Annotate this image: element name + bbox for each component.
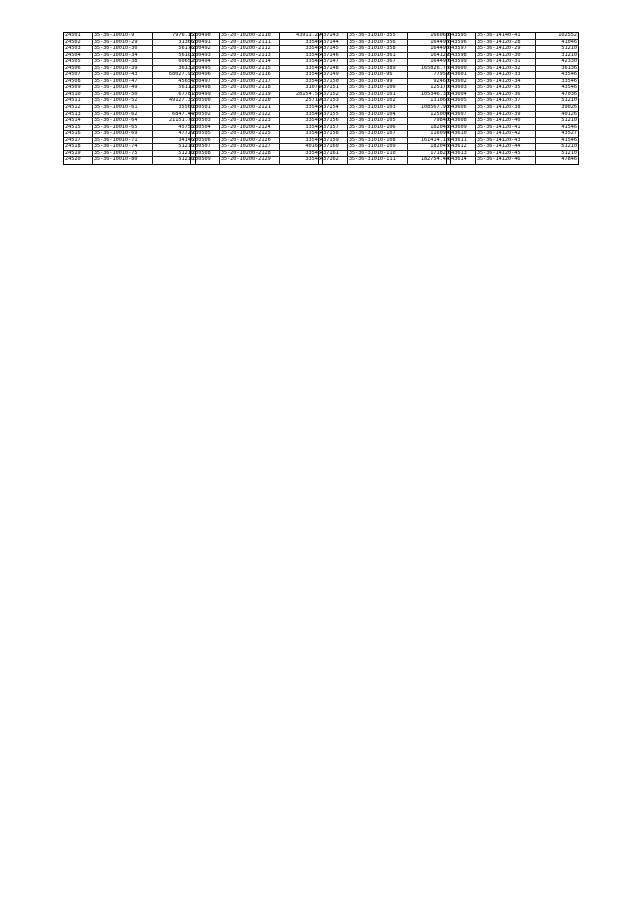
amount-cell: 31071	[305, 85, 321, 91]
row-id-cell: 643597	[447, 46, 476, 52]
amount-cell: 182754.44	[420, 157, 449, 163]
amount-cell: 33545	[305, 118, 321, 124]
amount-cell: 116094	[430, 131, 449, 137]
amount-cell: 164496	[430, 46, 449, 52]
amount-cell: 45758	[178, 124, 194, 130]
code-cell: 35-36-10010-39	[93, 66, 153, 72]
row-id-cell: 643604	[447, 92, 476, 98]
code-cell: 35-20-10200-2129	[220, 157, 280, 164]
code-cell: 35-36-14120-45	[476, 151, 536, 157]
code-cell: 35-36-31010-110	[348, 151, 408, 157]
amount-cell: 51210	[561, 144, 577, 150]
row-id-cell: 230496	[191, 72, 220, 78]
amount-cell: 7976.15	[172, 33, 194, 38]
amount-cell: 171820	[430, 150, 449, 156]
code-cell: 35-20-10200-2128	[220, 151, 280, 157]
amount-cell: 42330	[561, 59, 577, 65]
code-cell: 35-36-14120-31	[476, 59, 536, 65]
amount-cell: 33545	[305, 111, 321, 117]
code-cell: 35-36-10010-74	[93, 144, 153, 150]
code-cell: 35-20-10200-2121	[220, 105, 280, 111]
code-cell: 35-20-10200-2114	[220, 59, 280, 65]
code-cell: 35-20-10200-2127	[220, 144, 280, 150]
code-cell: 35-36-31010-355	[348, 33, 408, 39]
amount-cell: 182046	[430, 144, 449, 150]
code-cell: 35-36-14120-44	[476, 144, 536, 150]
amount-cell: 21151.78	[168, 118, 194, 124]
amount-cell: 36136	[561, 65, 577, 71]
row-id-cell: 230498	[191, 85, 220, 91]
code-cell: 35-36-10010-69	[93, 131, 153, 137]
amount-cell: 40126	[561, 111, 577, 117]
code-cell: 35-36-31010-99	[348, 79, 408, 85]
code-cell: 35-36-10010-47	[93, 79, 153, 85]
code-cell: 35-36-31010-108	[348, 138, 408, 144]
row-id-cell: 643606	[447, 105, 476, 111]
row-id-cell: 437155	[319, 112, 348, 118]
code-cell: 35-36-14120-33	[476, 72, 536, 78]
amount-cell: 33545	[305, 65, 321, 71]
amount-cell: 182046	[430, 124, 449, 130]
code-cell: 35-20-10200-2113	[220, 53, 280, 59]
amount-cell: 51210	[561, 118, 577, 124]
row-id-cell: 643613	[447, 151, 476, 157]
row-id-cell: 643612	[447, 144, 476, 150]
row-id-cell: 24501	[64, 33, 93, 39]
amount-cell: 47846	[561, 157, 577, 163]
row-id-cell: 643611	[447, 138, 476, 144]
row-id-cell: 24507	[64, 72, 93, 78]
amount-cell: 92460	[433, 78, 449, 84]
code-cell: 35-36-10010-30	[93, 46, 153, 52]
code-cell: 35-36-10010-9	[93, 33, 153, 39]
row-id-cell: 230495	[191, 66, 220, 72]
code-cell: 35-36-10010-50	[93, 92, 153, 98]
row-id-cell: 24510	[64, 92, 93, 98]
table-row	[64, 157, 195, 164]
code-cell: 35-20-10200-2120	[220, 98, 280, 104]
amount-cell: 108567.98	[420, 105, 449, 111]
code-cell: 35-36-10010-29	[93, 40, 153, 46]
row-id-cell: 230505	[191, 131, 220, 137]
code-cell: 35-36-14120-34	[476, 79, 536, 85]
code-cell: 35-20-10200-2115	[220, 66, 280, 72]
code-cell: 35-36-31010-358	[348, 46, 408, 52]
amount-cell: 161414.16	[420, 137, 449, 143]
table-row	[191, 157, 322, 164]
code-cell: 35-36-10010-34	[93, 53, 153, 59]
code-cell: 35-36-31010-106	[348, 125, 408, 131]
row-id-cell: 437152	[319, 92, 348, 98]
code-cell: 35-36-10010-52	[93, 98, 153, 104]
code-cell: 35-36-31010-102	[348, 98, 408, 104]
row-id-cell: 24516	[64, 131, 93, 137]
amount-cell: 40163	[305, 144, 321, 150]
row-id-cell: 230506	[191, 138, 220, 144]
row-id-cell: 643595	[447, 33, 476, 39]
row-id-cell: 437150	[319, 79, 348, 85]
row-id-cell: 437157	[319, 125, 348, 131]
amount-cell: 56176	[178, 46, 194, 52]
code-cell: 35-20-10200-2111	[220, 40, 280, 46]
row-id-cell: 437146	[319, 53, 348, 59]
amount-cell: 77959	[433, 72, 449, 78]
amount-cell: 41046	[561, 39, 577, 45]
amount-cell: 33545	[305, 46, 321, 52]
code-cell: 35-36-14120-37	[476, 98, 536, 104]
amount-cell: 41546	[561, 124, 577, 130]
code-cell: 35-36-31010-356	[348, 40, 408, 46]
code-cell: 35-20-10200-2119	[220, 92, 280, 98]
code-cell: 35-36-14120-40	[476, 118, 536, 124]
code-cell: 35-36-14120-43	[476, 138, 536, 144]
row-id-cell: 437147	[319, 59, 348, 65]
amount-cell: 166068	[430, 33, 449, 38]
code-cell: 35-36-31010-96	[348, 72, 408, 78]
table-column-3	[318, 32, 451, 165]
row-id-cell: 437154	[319, 105, 348, 111]
row-id-cell: 24503	[64, 46, 93, 52]
amount-cell: 33545	[305, 124, 321, 130]
row-id-cell: 643610	[447, 131, 476, 137]
amount-cell: 164490	[430, 59, 449, 65]
amount-cell: 43546	[561, 85, 577, 91]
code-cell: 35-20-10200-2125	[220, 131, 280, 137]
row-id-cell: 24511	[64, 98, 93, 104]
amount-cell: 33545	[305, 59, 321, 65]
code-cell: 35-20-10200-2122	[220, 112, 280, 118]
row-id-cell: 230493	[191, 53, 220, 59]
amount-cell: 33545	[305, 105, 321, 111]
amount-cell: 28154.56	[295, 91, 321, 97]
amount-cell: 33545	[305, 137, 321, 143]
code-cell: 35-36-14120-35	[476, 85, 536, 91]
amount-cell: 131066	[430, 98, 449, 104]
code-cell: 35-20-10200-2116	[220, 72, 280, 78]
row-id-cell: 230500	[191, 98, 220, 104]
code-cell: 35-20-10200-2117	[220, 79, 280, 85]
amount-cell: 51210	[561, 46, 577, 52]
code-cell: 35-36-14120-41	[476, 125, 536, 131]
row-id-cell: 24519	[64, 151, 93, 157]
table-row	[319, 157, 450, 164]
code-cell: 35-36-10010-43	[93, 72, 153, 78]
code-cell: 35-36-10010-64	[93, 118, 153, 124]
code-cell: 35-36-10010-80	[93, 157, 153, 164]
code-cell: 35-20-10200-2118	[220, 85, 280, 91]
amount-cell: 51210	[561, 98, 577, 104]
row-id-cell: 643603	[447, 85, 476, 91]
amount-cell: 165826.76	[420, 65, 449, 71]
row-id-cell: 24504	[64, 53, 93, 59]
code-cell: 35-36-10010-38	[93, 59, 153, 65]
amount-cell: 51210	[178, 157, 194, 163]
amount-cell: 56112	[178, 85, 194, 91]
code-cell: 35-36-14140-41	[476, 33, 536, 39]
table-row	[447, 157, 578, 164]
row-id-cell: 437148	[319, 66, 348, 72]
amount-cell: 164496	[430, 39, 449, 45]
row-id-cell: 24517	[64, 138, 93, 144]
row-id-cell: 230507	[191, 144, 220, 150]
row-id-cell: 230499	[191, 92, 220, 98]
amount-cell: 33545	[305, 78, 321, 84]
amount-cell: 33545	[305, 157, 321, 163]
row-id-cell: 230508	[191, 151, 220, 157]
amount-cell: 125004	[430, 111, 449, 117]
row-id-cell: 230492	[191, 46, 220, 52]
amount-cell: 105346.38	[420, 91, 449, 97]
row-id-cell: 643607	[447, 112, 476, 118]
amount-cell: 45654	[178, 78, 194, 84]
code-cell: 35-20-10200-2110	[220, 33, 280, 39]
code-cell: 35-36-31010-105	[348, 118, 408, 124]
amount-cell: 25712	[305, 98, 321, 104]
row-id-cell: 437161	[319, 151, 348, 157]
amount-cell: 33545	[305, 131, 321, 137]
code-cell: 35-36-31010-101	[348, 92, 408, 98]
code-cell: 35-36-14120-29	[476, 46, 536, 52]
code-cell: 35-36-14120-36	[476, 92, 536, 98]
row-id-cell: 230490	[191, 33, 220, 39]
row-id-cell: 643601	[447, 72, 476, 78]
code-cell: 35-36-31010-367	[348, 59, 408, 65]
row-id-cell: 230497	[191, 79, 220, 85]
amount-cell: 164122	[430, 52, 449, 58]
code-cell: 35-36-14120-39	[476, 112, 536, 118]
row-id-cell: 230491	[191, 40, 220, 46]
amount-cell: 47729	[178, 131, 194, 137]
code-cell: 35-36-10010-49	[93, 85, 153, 91]
row-id-cell: 24514	[64, 118, 93, 124]
row-id-cell: 643608	[447, 118, 476, 124]
table-column-1	[63, 32, 196, 165]
row-id-cell: 437149	[319, 72, 348, 78]
row-id-cell: 643596	[447, 40, 476, 46]
code-cell: 35-20-10200-2126	[220, 138, 280, 144]
row-id-cell: 230503	[191, 118, 220, 124]
code-cell: 35-36-14120-30	[476, 53, 536, 59]
row-id-cell: 437159	[319, 138, 348, 144]
row-id-cell: 643609	[447, 125, 476, 131]
amount-cell: 33545	[305, 150, 321, 156]
code-cell: 35-36-31010-103	[348, 105, 408, 111]
code-cell: 35-36-10010-75	[93, 151, 153, 157]
row-id-cell: 643602	[447, 79, 476, 85]
code-cell: 35-36-31010-361	[348, 53, 408, 59]
amount-cell: 51210	[178, 150, 194, 156]
row-id-cell: 230504	[191, 125, 220, 131]
row-id-cell: 24518	[64, 144, 93, 150]
row-id-cell: 24502	[64, 40, 93, 46]
row-id-cell: 437151	[319, 85, 348, 91]
row-id-cell: 643614	[447, 157, 476, 164]
code-cell: 35-36-14120-32	[476, 66, 536, 72]
code-cell: 35-20-10200-2123	[220, 118, 280, 124]
amount-cell: 51210	[561, 150, 577, 156]
row-id-cell: 24512	[64, 105, 93, 111]
row-id-cell: 643605	[447, 98, 476, 104]
row-id-cell: 230494	[191, 59, 220, 65]
amount-cell: 102552	[558, 33, 577, 38]
amount-cell: 33545	[305, 52, 321, 58]
row-id-cell: 437143	[319, 33, 348, 39]
amount-cell: 79840	[433, 118, 449, 124]
row-id-cell: 437158	[319, 131, 348, 137]
amount-cell: 36132	[178, 65, 194, 71]
code-cell: 35-36-14120-42	[476, 131, 536, 137]
amount-cell: 125170	[430, 85, 449, 91]
code-cell: 35-36-31010-107	[348, 131, 408, 137]
code-cell: 35-36-14120-38	[476, 105, 536, 111]
row-id-cell: 24509	[64, 85, 93, 91]
code-cell: 35-36-31010-111	[348, 157, 408, 164]
table-column-4	[446, 32, 579, 165]
code-cell: 35-36-14120-28	[476, 40, 536, 46]
amount-cell: 60652	[178, 59, 194, 65]
amount-cell: 39026	[561, 105, 577, 111]
amount-cell: 67781	[178, 91, 194, 97]
row-id-cell: 437162	[319, 157, 348, 164]
amount-cell: 47036	[561, 91, 577, 97]
row-id-cell: 643599	[447, 59, 476, 65]
code-cell: 35-36-31010-100	[348, 85, 408, 91]
row-id-cell: 437156	[319, 118, 348, 124]
row-id-cell: 24506	[64, 66, 93, 72]
amount-cell: 33546	[561, 78, 577, 84]
row-id-cell: 24513	[64, 112, 93, 118]
code-cell: 35-36-14120-46	[476, 157, 536, 164]
row-id-cell: 437145	[319, 46, 348, 52]
row-id-cell: 437160	[319, 144, 348, 150]
amount-cell: 51210	[178, 144, 194, 150]
table-column-2	[190, 32, 323, 165]
row-id-cell: 437153	[319, 98, 348, 104]
amount-cell: 49127.35	[168, 98, 194, 104]
code-cell: 35-36-31010-109	[348, 144, 408, 150]
amount-cell: 33545	[305, 39, 321, 45]
amount-cell: 34146	[178, 137, 194, 143]
code-cell: 35-36-10010-61	[93, 105, 153, 111]
code-cell: 35-36-10010-71	[93, 138, 153, 144]
row-id-cell: 24520	[64, 157, 93, 164]
row-id-cell: 643600	[447, 66, 476, 72]
row-id-cell: 230502	[191, 112, 220, 118]
row-id-cell: 230501	[191, 105, 220, 111]
amount-cell: 35560	[178, 105, 194, 111]
amount-cell: 56103	[178, 52, 194, 58]
amount-cell: 68027.95	[168, 72, 194, 78]
amount-cell: 43546	[561, 72, 577, 78]
code-cell: 35-36-31010-104	[348, 112, 408, 118]
amount-cell: 43911.29	[295, 33, 321, 38]
amount-cell: 31366	[178, 39, 194, 45]
amount-cell: 43527	[561, 131, 577, 137]
row-id-cell: 230509	[191, 157, 220, 164]
code-cell: 35-20-10200-2124	[220, 125, 280, 131]
code-cell: 35-36-31010-389	[348, 66, 408, 72]
row-id-cell: 643598	[447, 53, 476, 59]
row-id-cell: 24505	[64, 59, 93, 65]
code-cell: 35-20-10200-2112	[220, 46, 280, 52]
row-id-cell: 437144	[319, 40, 348, 46]
row-id-cell: 24508	[64, 79, 93, 85]
code-cell: 35-36-10010-62	[93, 112, 153, 118]
amount-cell: 31210	[561, 52, 577, 58]
amount-cell: 33545	[305, 72, 321, 78]
amount-cell: 6847.44	[172, 111, 194, 117]
row-id-cell: 24515	[64, 125, 93, 131]
code-cell: 35-36-10010-65	[93, 125, 153, 131]
amount-cell: 41546	[561, 137, 577, 143]
